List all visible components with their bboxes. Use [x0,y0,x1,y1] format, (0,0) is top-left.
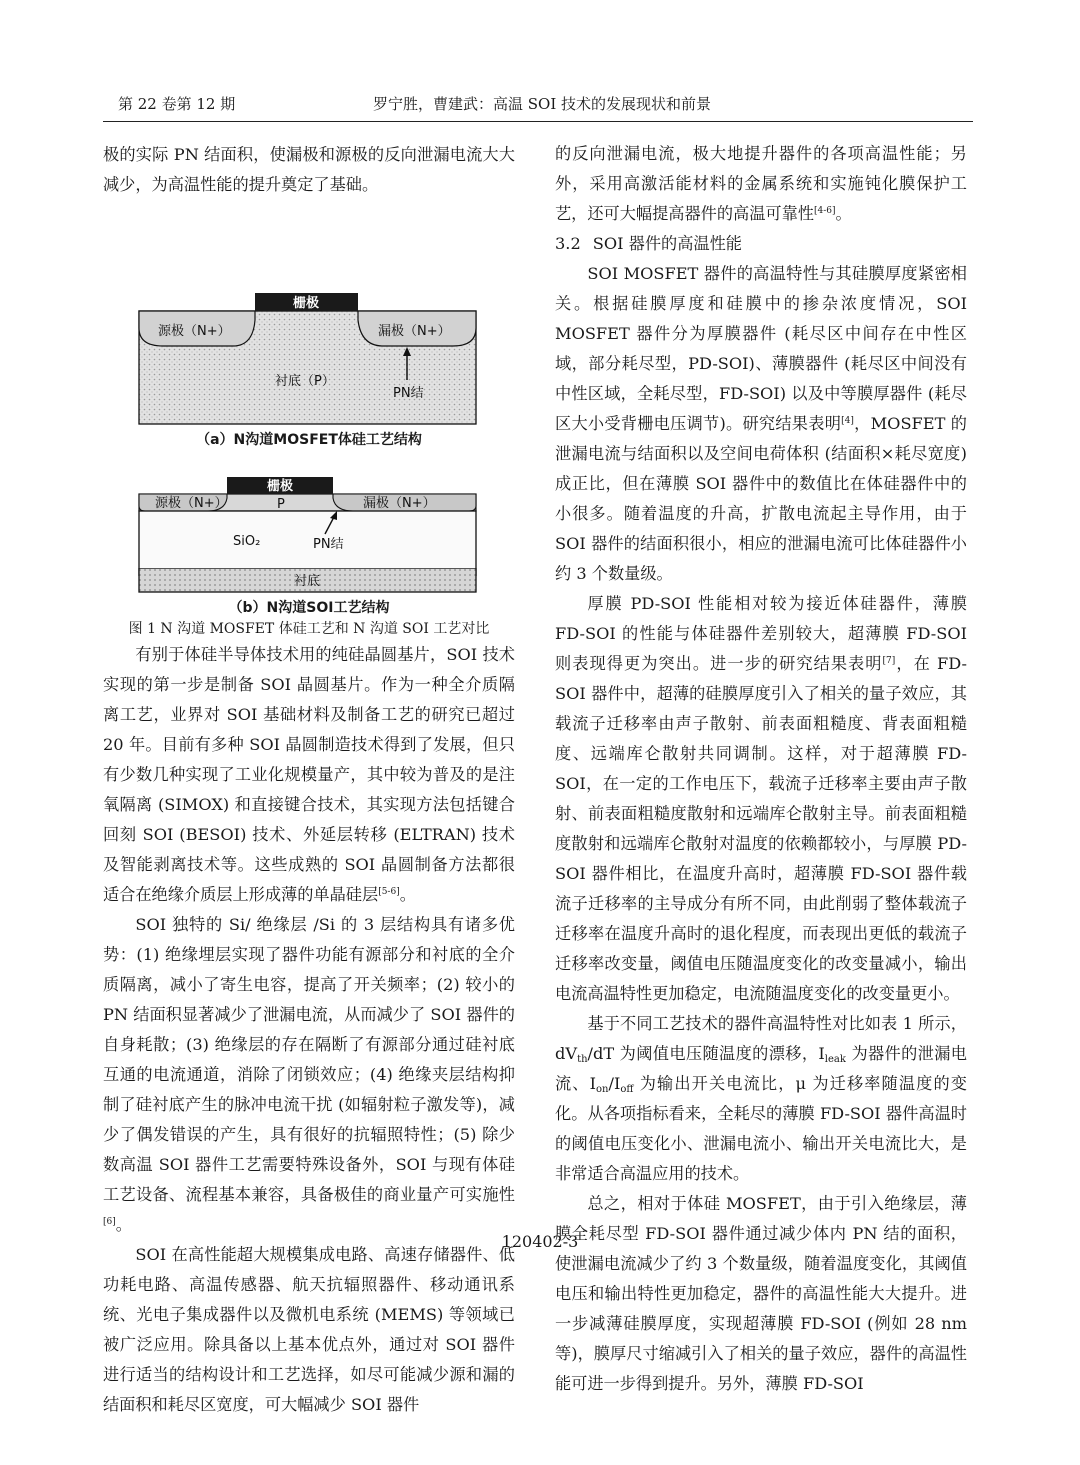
substrate-label-a: 衬底（P） [275,374,335,389]
figure-caption: 图 1 N 沟道 MOSFET 体硅工艺和 N 沟道 SOI 工艺对比 [128,621,490,637]
pn-label-b: PN结 [313,537,344,552]
section-heading [555,229,967,259]
paragraph-continued: 的反向泄漏电流，极大地提升器件的各项高温性能；另外，采用高激活能材料的金属系统和实施钝化膜保护工艺，还可大幅提高器件的高温可靠性[4-6]。 [555,144,967,223]
running-title: 罗宁胜，曹建武：高温 SOI 技术的发展现状和前景 [373,95,712,113]
paragraph: SOI 独特的 Si/ 绝缘层 /Si 的 3 层结构具有诸多优势：(1) 绝缘埋层实现了器件功能有源部分和衬底的全介质隔离，减小了寄生电容，提高了开关频率；(2) 较小的 PN 结面积显著减少了泄漏电流，从而减少了 SOI 器件的自身耗散；(3) 绝缘层的存在隔断了有源部分通过硅衬底互通的电流通道，消除了闭锁效应；(4) 绝缘夹层结构抑制了硅衬底产生的脉冲电流干扰 (如辐射粒子激发等)，减少了偶发错误的产生，具有很好的抗辐照特性；(5) 除少数高温 SOI 器件工艺需要特殊设备外，SOI 与现有体硅工艺设备、流程基本兼容，具备极佳的商业量产可实施性[6]。 [103,915,515,1234]
right-column [555,139,967,1399]
source-label-b: 源极（N+） [155,496,228,511]
sio2-label-b: SiO₂ [233,534,261,549]
gate-label-a: 栅极 [292,296,320,311]
citation: [5-6] [378,887,400,897]
paragraph: 有别于体硅半导体技术用的纯硅晶圆基片，SOI 技术实现的第一步是制备 SOI 晶圆基片。作为一种全介质隔离工艺，业界对 SOI 基础材料及制备工艺的研究已超过 20 年。目前有多种 SOI 晶圆制造技术得到了发展，但只有少数几种实现了工业化规模量产，其中较为普及的是注氧隔离 (SIMOX) 和直接键合技术，其实现方法包括键合回刻 SOI (BESOI) 技术、外延层转移 (ELTRAN) 技术及智能剥离技术等。这些成熟的 SOI 晶圆制备方法都很适合在绝缘介质层上形成薄的单晶硅层[5-6]。 [103,645,515,904]
paragraph: SOI MOSFET 器件的高温特性与其硅膜厚度紧密相关。根据硅膜厚度和硅膜中的掺杂浓度情况，SOI MOSFET 器件分为厚膜器件 (耗尽区中间存在中性区域，部分耗尽型，PD-SOI)、薄膜器件 (耗尽区中间没有中性区域，全耗尽型，FD-SOI) 以及中等膜厚器件 (耗尽区大小受背栅电压调节)。研究结果表明[4]，MOSFET 的泄漏电流与结面积以及空间电荷体积 (结面积×耗尽宽度) 成正比，但在薄膜 SOI 器件中的数值比在体硅器件中的小很多。随着温度的升高，扩散电流起主导作用，由于 SOI 器件的结面积很小，相应的泄漏电流可比体硅器件小约 3 个数量级。 [555,264,967,583]
subcaption-b: （b）N沟道SOI工艺结构 [228,600,390,616]
journal-volume: 第 22 卷第 12 期 [118,95,236,113]
figure-1 [103,208,515,576]
pn-label-a: PN结 [393,386,424,401]
p-label-b: P [277,497,285,512]
drain-label-a: 漏极（N+） [378,324,451,339]
subcaption-a: （a）N沟道MOSFET体硅工艺结构 [196,432,422,448]
paragraph: 总之，相对于体硅 MOSFET，由于引入绝缘层，薄膜全耗尽型 FD-SOI 器件通过减少体内 PN 结的面积，使泄漏电流减少了约 3 个数量级，随着温度变化，其阈值电压和输出特性更加稳定，器件的高温性能大大提升。进一步减薄硅膜厚度，实现超薄膜 FD-SOI (例如 28 nm 等)，膜厚尺寸缩减引入了相关的量子效应，器件的高温性能可进一步得到提升。另外，薄膜 FD-SOI [555,1194,967,1393]
buried-oxide-b [139,511,476,576]
paragraph-continued: 极的实际 PN 结面积，使漏极和源极的反向泄漏电流大大减少，为高温性能的提升奠定了基础。 [103,145,515,194]
figure-1-diagram [103,208,515,576]
citation: [7] [882,656,896,666]
citation: [4-6] [814,206,836,216]
paragraph: 基于不同工艺技术的器件高温特性对比如表 1 所示，$dV_{th}/dT$ 为阈值电压随温度的漂移，$I_{leak}$ 为器件的泄漏电流、$I_{on}/I_{off}$ 为输出开关电流比，μ 为迁移率随温度的变化。从各项指标看来，全耗尽的薄膜 FD-SOI 器件高温时的阈值电压变化小、泄漏电流小、输出开关电流比大，是非常适合高温应用的技术。 [555,1014,967,1183]
citation: [4] [841,416,854,426]
running-header [103,93,973,122]
gate-label-b: 栅极 [266,479,294,494]
paragraph: SOI 在高性能超大规模集成电路、高速存储器件、低功耗电路、高温传感器、航天抗辐照器件、移动通讯系统、光电子集成器件以及微机电系统 (MEMS) 等领域已被广泛应用。除具备以上基本优点外，通过对 SOI 器件进行适当的结构设计和工艺选择，如尽可能减少源和漏的结面积和耗尽区宽度，可大幅减少 SOI 器件 [103,1245,515,1414]
source-label-a: 源极（N+） [158,324,231,339]
citation: [6] [103,1217,116,1227]
substrate-bar-b [103,568,515,594]
page-number: 120402-3 [501,1232,579,1251]
drain-label-b: 漏极（N+） [363,496,436,511]
section-title: SOI 器件的高温性能 [592,234,742,253]
paragraph: 厚膜 PD-SOI 性能相对较为接近体硅器件，薄膜 FD-SOI 的性能与体硅器件差别较大，超薄膜 FD-SOI 则表现得更为突出。进一步的研究结果表明[7]，在 FD-SOI 器件中，超薄的硅膜厚度引入了相关的量子效应，其载流子迁移率由声子散射、前表面粗糙度、背表面粗糙度、远端库仑散射共同调制。这样，对于超薄膜 FD-SOI，在一定的工作电压下，载流子迁移率主要由声子散射、前表面粗糙度散射和远端库仑散射主导。前表面粗糙度散射和远端库仑散射对温度的依赖都较小，与厚膜 PD-SOI 器件相比，在温度升高时，超薄膜 FD-SOI 器件载流子迁移率的主导成分有所不同，由此削弱了整体载流子迁移率在温度升高时的退化程度，而表现出更低的载流子迁移率改变量，阈值电压随温度变化的改变量减小，输出电流高温特性更加稳定，电流随温度变化的改变量更小。 [555,594,967,1003]
substrate-label-b: 衬底 [293,574,321,589]
left-column [103,140,515,1420]
section-number: 3.2 [555,234,581,253]
